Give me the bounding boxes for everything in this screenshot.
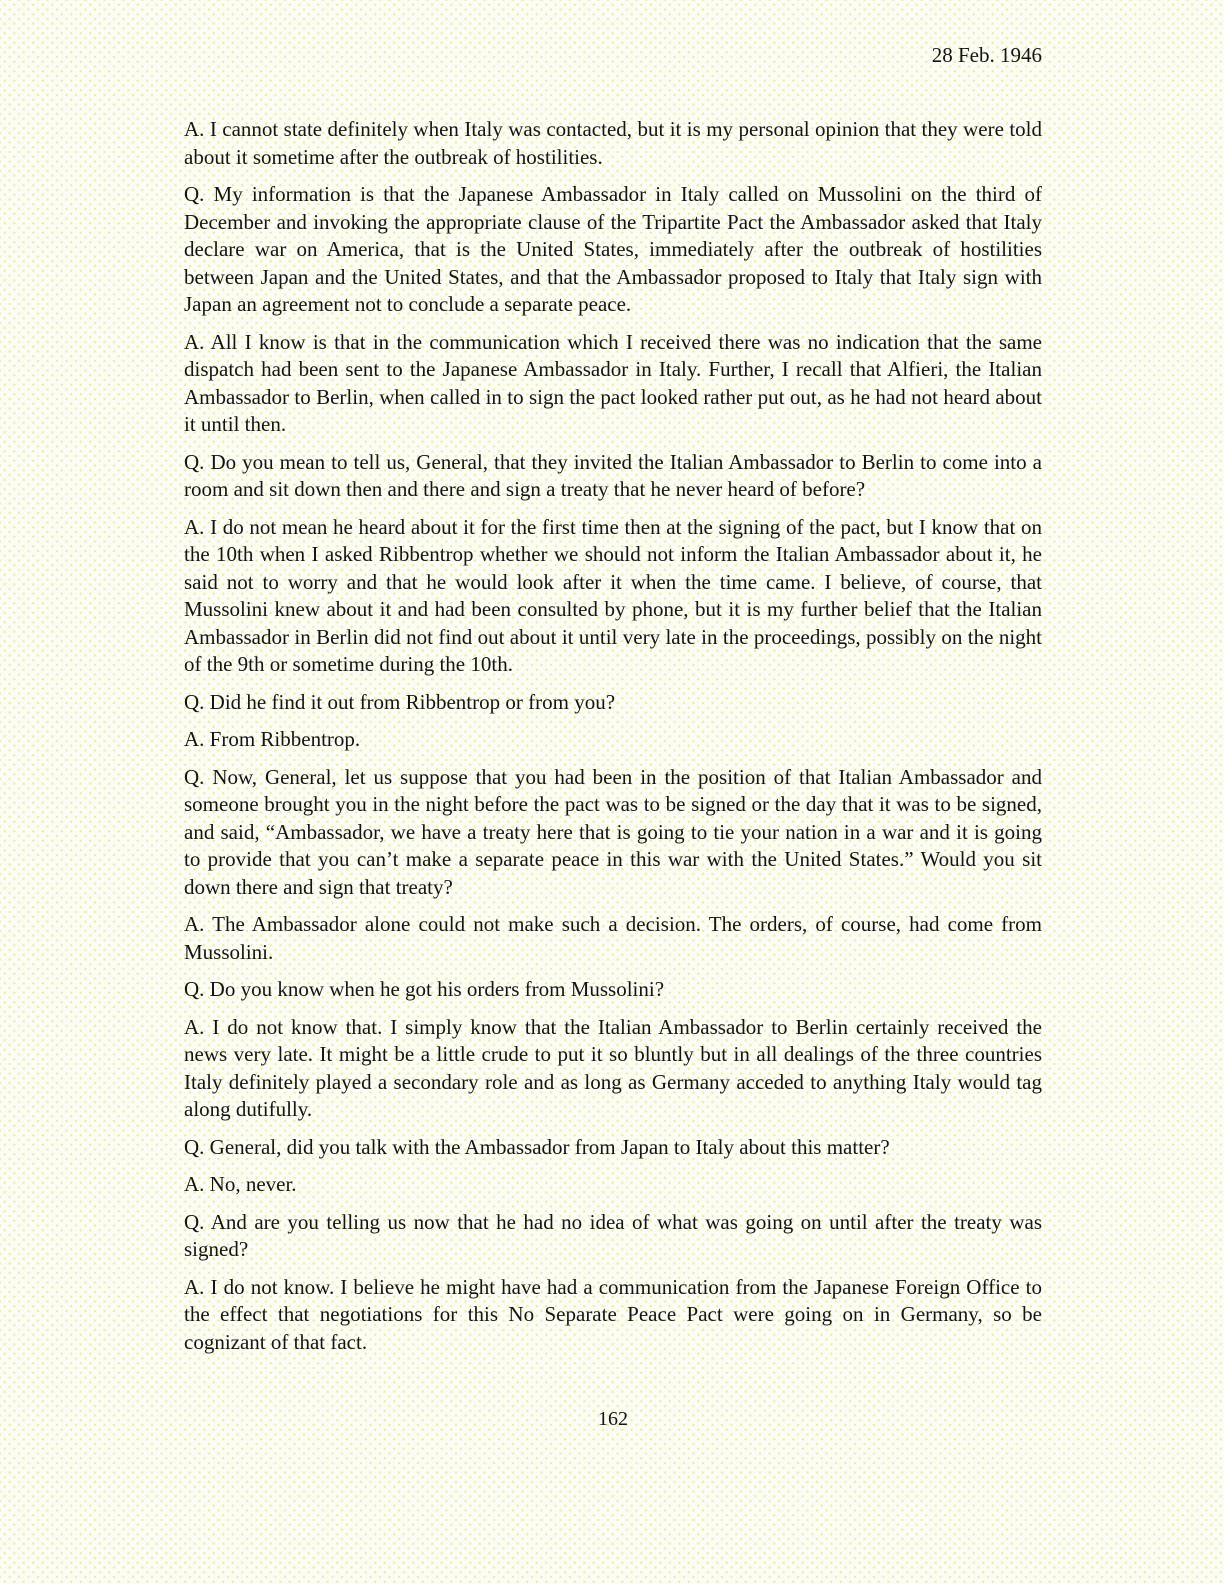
transcript-paragraph-question: Q. General, did you talk with the Ambassador from Japan to Italy about this matter? — [184, 1134, 890, 1159]
transcript-paragraph-question: Q. Do you know when he got his orders from Mussolini? — [184, 977, 665, 1001]
transcript-paragraph-question: Q. And are you telling us now that he had no idea of what was going on until after the treaty was signed? — [184, 1209, 1042, 1261]
transcript-body — [184, 116, 1042, 1366]
transcript-paragraph-answer: A. I cannot state definitely when Italy was contacted, but it is my personal opinion that they were told about it sometime after the outbreak of hostilities. — [184, 117, 1042, 169]
transcript-paragraph-question: Q. Did he find it out from Ribbentrop or from you? — [184, 689, 616, 714]
document-date: 28 Feb. 1946 — [931, 43, 1042, 67]
transcript-paragraph-question: Q. My information is that the Japanese Ambassador in Italy called on Mussolini on the third of December and invoking the appropriate clause of the Tripartite Pact the Ambassador asked that Italy declare war on America, that is the United States, immediately after the outbreak of hostilities between Japan and the United States, and that the Ambassador proposed to Italy that Italy sign with Japan an agreement not to conclude a separate peace. — [184, 182, 1042, 316]
transcript-paragraph-answer: A. No, never. — [184, 1172, 297, 1196]
transcript-paragraph-answer: A. I do not mean he heard about it for the first time then at the signing of the pact, but I know that on the 10th when I asked Ribbentrop whether we should not inform the Italian Ambassador about it, he said not to worry and that he would look after it when the time came. I believe, of course, that Mussolini knew about it and had been consulted by phone, but it is my further belief that the Italian Ambassador in Berlin did not find out about it until very late in the proceedings, possibly on the night of the 9th or sometime during the 10th. — [184, 514, 1042, 676]
page-number: 162 — [598, 1408, 628, 1430]
transcript-paragraph-answer: A. All I know is that in the communication which I received there was no indication that the same dispatch had been sent to the Japanese Ambassador in Italy. Further, I recall that Alfieri, the Italian Ambassador to Berlin, when called in to sign the pact looked rather put out, as he had not heard about it until then. — [184, 329, 1042, 436]
transcript-paragraph-answer: A. I do not know that. I simply know that the Italian Ambassador to Berlin certainly received the news very late. It might be a little crude to put it so bluntly but in all dealings of the three countries Italy definitely played a secondary role and as long as Germany acceded to anything Italy would tag along dutifully. — [184, 1014, 1042, 1121]
transcript-paragraph-question: Q. Now, General, let us suppose that you had been in the position of that Italian Ambassador and someone brought you in the night before the pact was to be signed or the day that it was to be signed, and said, “Ambassador, we have a treaty here that is going to tie your nation in a war and it is going to provide that you can’t make a separate peace in this war with the United States.” Would you sit down there and sign that treaty? — [184, 764, 1042, 899]
transcript-paragraph-answer: A. The Ambassador alone could not make such a decision. The orders, of course, had come from Mussolini. — [184, 912, 1042, 964]
transcript-paragraph-answer: A. I do not know. I believe he might have had a communication from the Japanese Foreign Office to the effect that negotiations for this No Separate Peace Pact were going on in Germany, so be cognizant of that fact. — [184, 1274, 1042, 1354]
transcript-paragraph-question: Q. Do you mean to tell us, General, that they invited the Italian Ambassador to Berlin to come into a room and sit down then and there and sign a treaty that he never heard of before? — [184, 449, 1042, 501]
transcript-paragraph-answer: A. From Ribbentrop. — [184, 727, 361, 751]
